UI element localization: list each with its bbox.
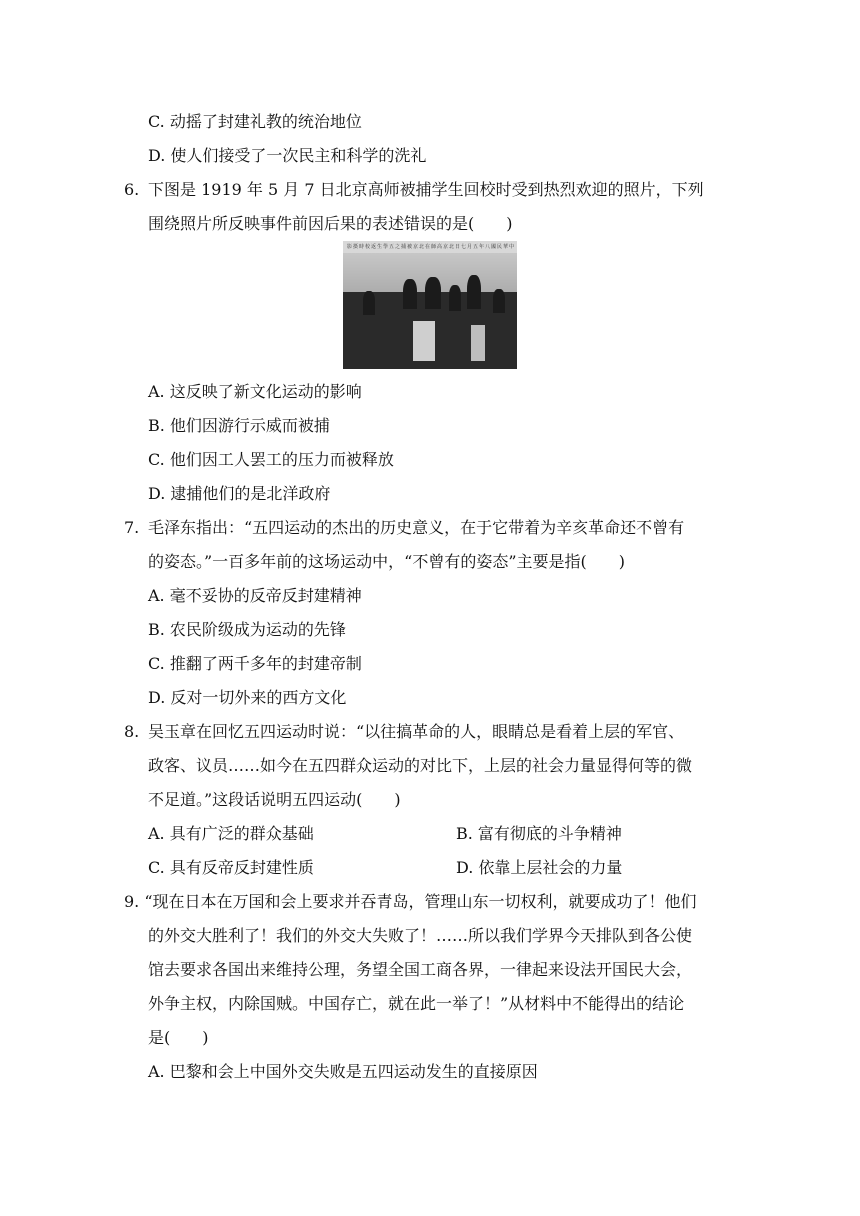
q5-option-d: D. 使人们接受了一次民主和科学的洗礼 [148, 146, 427, 165]
q9-option-a: A. 巴黎和会上中国外交失败是五四运动发生的直接原因 [148, 1062, 538, 1081]
q7-stem-line2: 的姿态。”一百多年前的这场运动中，“不曾有的姿态”主要是指( ) [148, 552, 626, 571]
q5-option-c: C. 动摇了封建礼教的统治地位 [148, 112, 362, 131]
q7-option-b: B. 农民阶级成为运动的先锋 [148, 620, 346, 639]
historical-photo [343, 241, 517, 369]
q6-stem-line2: 围绕照片所反映事件前因后果的表述错误的是( ) [148, 214, 513, 233]
q7-option-d: D. 反对一切外来的西方文化 [148, 688, 347, 707]
q6-option-d: D. 逮捕他们的是北洋政府 [148, 484, 331, 503]
q6-option-c: C. 他们因工人罢工的压力而被释放 [148, 450, 394, 469]
q8-stem-line1: 吴玉章在回忆五四运动时说：“以往搞革命的人，眼睛总是看着上层的军官、 [148, 722, 685, 741]
q9-stem-line1: 9. “现在日本在万国和会上要求并吞青岛，管理山东一切权利，就要成功了！他们 [124, 892, 697, 911]
q8-stem-line3: 不足道。”这段话说明五四运动( ) [148, 790, 401, 809]
q8-option-d: D. 依靠上层社会的力量 [456, 858, 623, 877]
q6-option-b: B. 他们因游行示威而被捕 [148, 416, 330, 435]
q8-option-c: C. 具有反帝反封建性质 [148, 858, 314, 877]
q7-stem-line1: 毛泽东指出：“五四运动的杰出的历史意义，在于它带着为辛亥革命还不曾有 [148, 518, 685, 537]
q7-number: 7. [124, 518, 140, 537]
photo-caption: 影摄時校返生學五之捕被京北在師高京北日七月五年八國民華中 [347, 244, 516, 250]
q8-option-b: B. 富有彻底的斗争精神 [456, 824, 622, 843]
q9-stem-line3: 馆去要求各国出来维持公理，务望全国工商各界，一律起来设法开国民大会， [148, 960, 693, 979]
q7-option-c: C. 推翻了两千多年的封建帝制 [148, 654, 362, 673]
q8-option-a: A. 具有广泛的群众基础 [148, 824, 314, 843]
q6-option-a: A. 这反映了新文化运动的影响 [148, 382, 362, 401]
q9-stem-line5: 是( ) [148, 1028, 209, 1047]
q6-stem-line1: 下图是 1919 年 5 月 7 日北京高师被捕学生回校时受到热烈欢迎的照片，下列 [148, 180, 704, 199]
q8-number: 8. [124, 722, 140, 741]
q9-stem-line4: 外争主权，内除国贼。中国存亡，就在此一举了！”从材料中不能得出的结论 [148, 994, 685, 1013]
q7-option-a: A. 毫不妥协的反帝反封建精神 [148, 586, 362, 605]
q6-number: 6. [124, 180, 140, 199]
q9-stem-line2: 的外交大胜利了！我们的外交大失败了！……所以我们学界今天排队到各公使 [148, 926, 693, 945]
q8-stem-line2: 政客、议员……如今在五四群众运动的对比下，上层的社会力量显得何等的微 [148, 756, 693, 775]
